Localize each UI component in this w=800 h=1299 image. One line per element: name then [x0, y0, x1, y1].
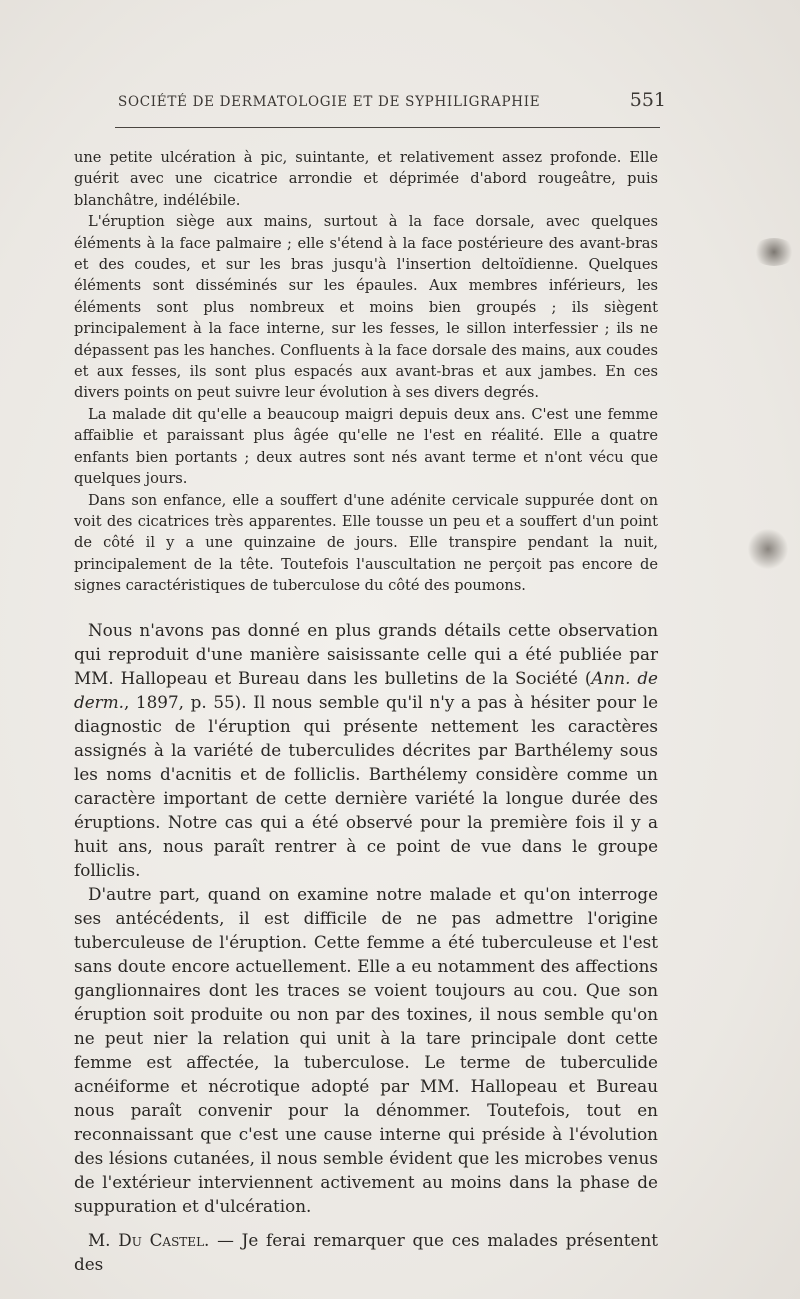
speaker-text: — Je ferai remarquer que ces malades présentent des — [74, 1230, 658, 1274]
paragraph: Dans son enfance, elle a souffert d'une adénite cervicale suppurée dont on voit des cicatrices très apparentes. Elle tousse un peu et a souffert d'un point de côté il y a une quinzaine de jours. Elle transpire pendant la nuit, principalement de la tête. Toutefois l'auscultation ne perçoit pas encore de signes caractéristiques de tuberculose du côté des poumons. — [74, 491, 658, 595]
journal-citation: Ann. de derm. — [74, 668, 658, 712]
running-header — [118, 89, 666, 115]
paragraph-text: , 1897, p. 55). Il nous semble qu'il n'y a pas à hésiter pour le diagnostic de l'éruption qui présente nettement les caractères assignés à la variété de tuberculides décrites par Barthélemy sous les noms d'acnitis et de folliclis. Barthélemy considère comme un caractère important de cette dernière variété la longue durée des éruptions. Notre cas qui a été observé pour la première fois il y a huit ans, nous paraît rentrer à ce point de vue dans le groupe folliclis. — [74, 692, 658, 880]
speaker-name: M. Du Castel. — [88, 1230, 210, 1250]
speaker-line — [74, 1228, 658, 1276]
observation-text — [74, 147, 658, 597]
header-rule — [115, 127, 660, 128]
journal-title: SOCIÉTÉ DE DERMATOLOGIE ET DE SYPHILIGRAPHIE — [118, 94, 541, 110]
paragraph — [74, 618, 658, 882]
discussion-text — [74, 618, 658, 1276]
paragraph: D'autre part, quand on examine notre malade et qu'on interroge ses antécédents, il est difficile de ne pas admettre l'origine tuberculeuse de l'éruption. Cette femme a été tuberculeuse et l'est sans doute encore actuellement. Elle a eu notamment des affections ganglionnaires dont les traces se voient toujours au cou. Que son éruption soit produite ou non par des toxines, il nous semble qu'on ne peut nier la relation qui unit à la tare principale dont cette femme est affectée, la tuberculose. Le terme de tuberculide acnéiforme et nécrotique adopté par MM. Hallopeau et Bureau nous paraît convenir pour la dénommer. Toutefois, tout en reconnaissant que c'est une cause interne qui préside à l'évolution des lésions cutanées, il nous semble évident que les microbes venus de l'extérieur interviennent activement au moins dans la phase de suppuration et d'ulcération. — [74, 884, 658, 1216]
scan-artifact — [752, 238, 796, 266]
paragraph: L'éruption siège aux mains, surtout à la face dorsale, avec quelques éléments à la face palmaire ; elle s'étend à la face postérieure des avant-bras et des coudes, et sur les bras jusqu'à l'insertion deltoïdienne. Quelques éléments sont disséminés sur les épaules. Aux membres inférieurs, les éléments sont plus nombreux et moins bien groupés ; ils siègent principalement à la face interne, sur les fesses, le sillon interfessier ; ils ne dépassent pas les hanches. Confluents à la face dorsale des mains, aux coudes et aux fesses, ils sont plus espacés aux avant-bras et aux jambes. En ces divers points on peut suivre leur évolution à ses divers degrés. — [74, 213, 658, 402]
paragraph: La malade dit qu'elle a beaucoup maigri depuis deux ans. C'est une femme affaiblie et paraissant plus âgée qu'elle ne l'est en réalité. Elle a quatre enfants bien portants ; deux autres sont nés avant terme et n'ont vécu que quelques jours. — [74, 405, 658, 488]
paragraph-text: Nous n'avons pas donné en plus grands détails cette observation qui reproduit d'une manière saisissante celle qui a été publiée par MM. Hallopeau et Bureau dans les bulletins de la Société ( — [74, 620, 658, 688]
page-number: 551 — [629, 89, 666, 111]
scan-artifact — [748, 528, 788, 570]
paragraph: une petite ulcération à pic, suintante, et relativement assez profonde. Elle guérit avec une cicatrice arrondie et déprimée d'abord rougeâtre, puis blanchâtre, indélébile. — [74, 149, 658, 209]
